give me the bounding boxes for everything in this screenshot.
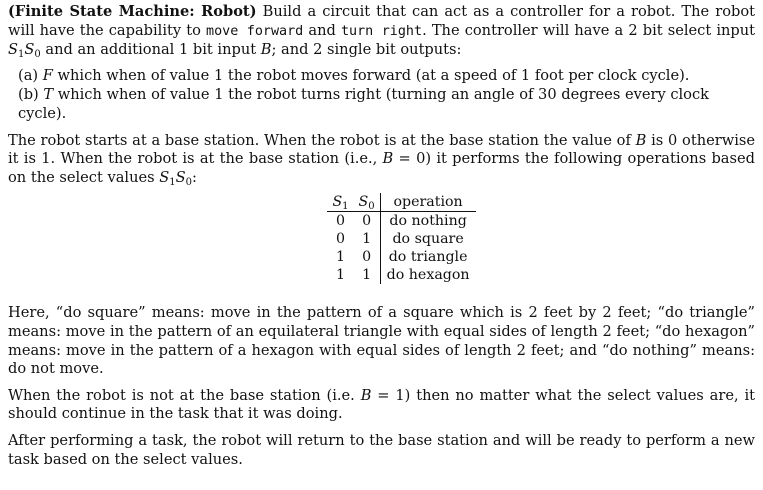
table-row: 1 0 do triangle	[327, 248, 475, 266]
operation-table	[327, 193, 475, 284]
input-b-symbol: B	[260, 41, 272, 59]
select-input-symbol: $S_1S_0$	[8, 41, 41, 61]
output-item-f: (a) F which when of value 1 the robot moves forward (at a speed of 1 foot per clock cycle).	[18, 66, 690, 84]
table-row: 1 1 do hexagon	[327, 266, 475, 284]
table-row: 0 1 do square	[327, 230, 475, 248]
output-item-t: (b) T which when of value 1 the robot turns right (turning an angle of 30 degrees every clock cycle).	[18, 86, 709, 122]
header-s0: $S_0$	[354, 193, 381, 212]
table-row: 0 0 do nothing	[327, 212, 475, 231]
code-turn-right: turn right	[340, 23, 423, 39]
operation-table-wrap	[8, 193, 755, 284]
intro-paragraph: (Finite State Machine: Robot) Build a circuit that can act as a controller for a robot. The robot will have the capability to move forward and turn right. The controller will have a 2 bit select input $S_1S_0$ and an additional 1 bit input B; and 2 single bit outputs:	[8, 3, 755, 61]
away-from-base-paragraph: When the robot is not at the base station (i.e. B = 1) then no matter what the select values are, it should continue in the task that it was doing.	[8, 386, 756, 423]
base-station-paragraph: The robot starts at a base station. When the robot is at the base station the value of B is 0 otherwise it is 1. When the robot is at the base station (i.e., B = 0) it performs the following operations based on the select values $S_1S_0$:	[8, 131, 755, 188]
problem-title: (Finite State Machine: Robot)	[8, 3, 257, 20]
header-s1: $S_1$	[327, 193, 353, 212]
table-header-row	[327, 193, 475, 212]
header-operation: operation	[380, 193, 475, 212]
task-definitions-paragraph: Here, “do square” means: move in the pattern of a square which is 2 feet by 2 feet; “do triangle” means: move in the pattern of an equilateral triangle with equal sides of length 2 feet; “do hexagon” means: move in the pattern of a hexagon with equal sides of length 2 feet; and “do nothing” means: do not move.	[8, 304, 755, 378]
outputs-list	[18, 67, 755, 124]
code-move-forward: move forward	[206, 23, 304, 39]
return-to-base-paragraph: After performing a task, the robot will return to the base station and will be ready to perform a new task based on the select values.	[8, 431, 755, 468]
